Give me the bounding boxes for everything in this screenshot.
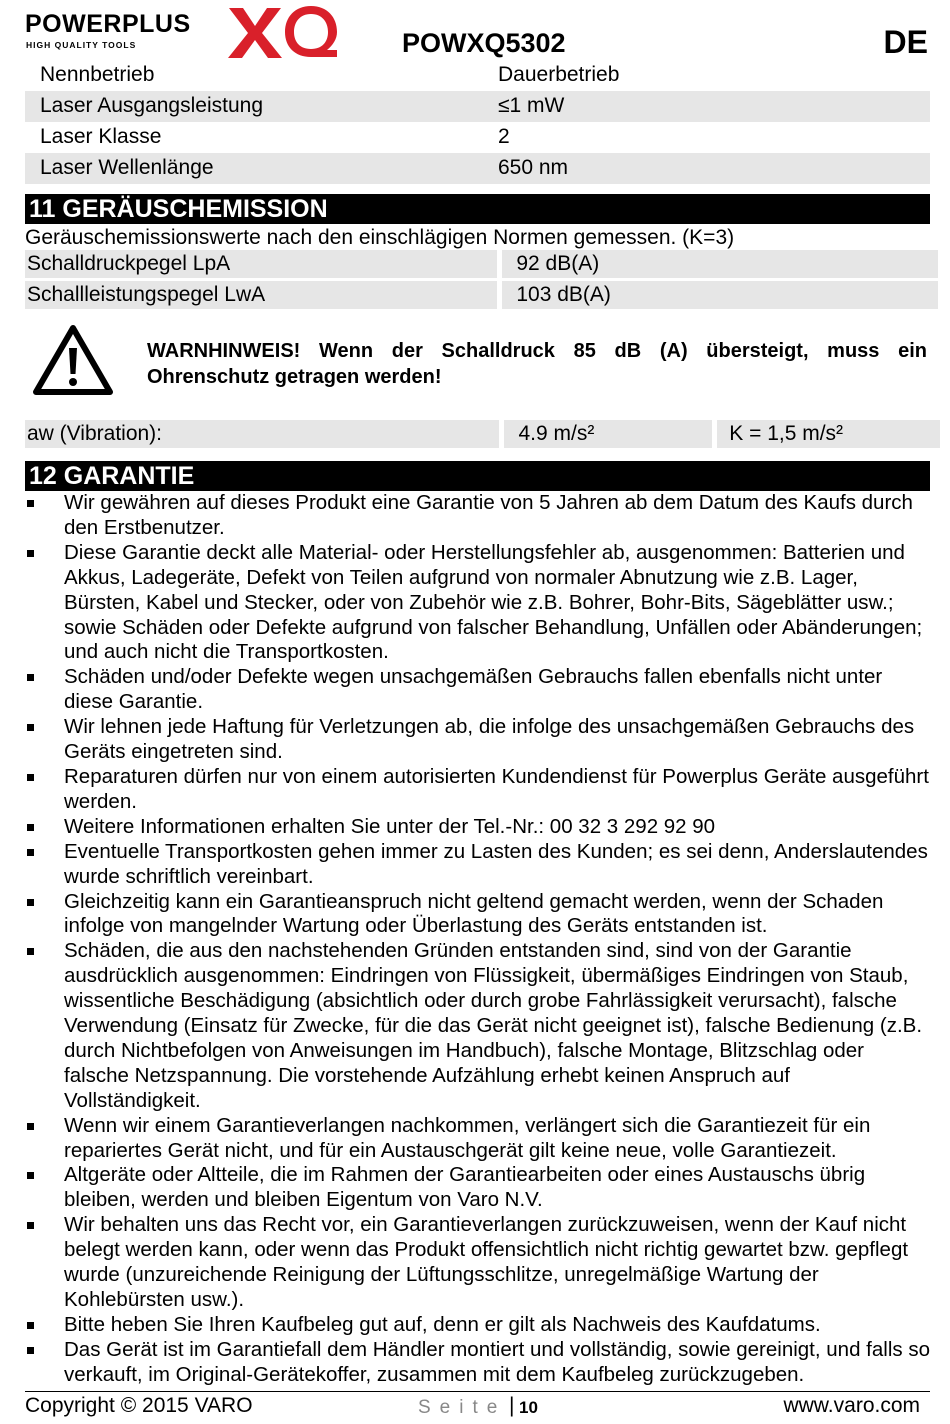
bullet-icon	[27, 774, 34, 781]
logo-wordmark: POWERPLUS	[25, 10, 191, 38]
bullet-icon	[27, 500, 34, 507]
noise-warning: WARNHINWEIS! Wenn der Schalldruck 85 dB (A) übersteigt, muss ein Ohrenschutz getragen werden!	[147, 340, 927, 388]
vibration-value: 4.9 m/s²	[504, 420, 712, 448]
list-item	[25, 491, 930, 541]
list-item-text: Bitte heben Sie Ihren Kaufbeleg gut auf, denn er gilt als Nachweis des Kaufdatums.	[64, 1312, 821, 1336]
list-item-text: Wir lehnen jede Haftung für Verletzungen ab, die infolge des unsachgemäßen Gebrauchs des Geräts eingetreten sind.	[64, 715, 915, 764]
list-item	[25, 715, 930, 765]
page-footer	[25, 1393, 930, 1419]
section-title-noise: 11 GERÄUSCHEMISSION	[25, 194, 930, 224]
list-item	[25, 815, 930, 840]
logo-xq-mark	[225, 2, 340, 60]
noise-value: 103 dB(A)	[502, 281, 938, 309]
bullet-icon	[27, 724, 34, 731]
list-item-text: Das Gerät ist im Garantiefall dem Händler montiert und vollständig, sowie gereinigt, und falls so verkauft, im Original-Gerätekoffer, zusammen mit dem Kaufbeleg zurückzugeben.	[64, 1337, 930, 1386]
bullet-icon	[27, 824, 34, 831]
spec-row	[25, 60, 930, 91]
noise-note: Geräuschemissionswerte nach den einschlägigen Normen gemessen. (K=3)	[25, 226, 735, 249]
logo-tagline: HIGH QUALITY TOOLS	[26, 40, 137, 50]
vibration-uncertainty: K = 1,5 m/s²	[717, 420, 940, 448]
spec-label: Laser Ausgangsleistung	[25, 91, 483, 122]
bullet-icon	[27, 1172, 34, 1179]
list-item	[25, 765, 930, 815]
list-item	[25, 1163, 930, 1213]
bullet-icon	[27, 1222, 34, 1229]
warning-triangle-icon	[32, 324, 114, 396]
spec-row	[25, 153, 930, 184]
spec-label: Laser Wellenlänge	[25, 153, 483, 184]
copyright-text: Copyright © 2015 VARO	[25, 1394, 253, 1417]
list-item-text: Schäden, die aus den nachstehenden Gründen entstanden sind, sind von der Garantie ausdrücklich ausgenommen: Eindringen von Flüssigkeit, übermäßiges Eindringen von Staub, wissentliche Beschädigung (absichtlich oder durch grobe Fahrlässigkeit verursacht), falsche Verwendung (Einsatz für Zwecke, für die das Gerät nicht geeignet ist), falsche Bedienung (z.B. durch Nichtbefolgen von Anweisungen im Handbuch), falsche Montage, Blitzschlag oder falsche Netzspannung. Die vorstehende Aufzählung erhebt keinen Anspruch auf Vollständigkeit.	[64, 939, 923, 1112]
bullet-icon	[27, 1322, 34, 1329]
list-item-text: Gleichzeitig kann ein Garantieanspruch nicht geltend gemacht werden, wenn der Schaden infolge von mangelnder Wartung oder Überlastung des Geräts entstanden ist.	[64, 889, 884, 938]
spec-value: Dauerbetrieb	[498, 63, 620, 86]
page-separator: |	[509, 1394, 515, 1417]
list-item-text: Wir behalten uns das Recht vor, ein Garantieverlangen zurückzuweisen, wenn der Kauf nicht belegt werden kann, oder wenn das Produkt offensichtlich nicht richtig gewartet bzw. gepflegt wurde (unzureichende Reinigung der Lüftungsschlitze, unregelmäßige Wartung der Kohlebürsten usw.).	[64, 1213, 909, 1311]
bullet-icon	[27, 1347, 34, 1354]
list-item	[25, 939, 930, 1113]
list-item	[25, 1114, 930, 1164]
spec-value: 650 nm	[483, 153, 930, 184]
spec-row	[25, 122, 930, 153]
spec-label: Nennbetrieb	[40, 63, 155, 86]
footer-divider	[25, 1391, 930, 1392]
list-item	[25, 890, 930, 940]
list-item-text: Wir gewähren auf dieses Produkt eine Garantie von 5 Jahren ab dem Datum des Kaufs durch den Erstbenutzer.	[64, 491, 913, 539]
vibration-row	[25, 420, 940, 448]
laser-spec-table	[25, 60, 930, 184]
language-code: DE	[883, 24, 928, 60]
bullet-icon	[27, 948, 34, 955]
list-item	[25, 1313, 930, 1338]
noise-row	[25, 281, 938, 309]
list-item-text: Reparaturen dürfen nur von einem autorisierten Kundendienst für Powerplus Geräte ausgeführt werden.	[64, 764, 929, 813]
spec-value: 2	[498, 125, 510, 148]
powerplus-logo	[25, 4, 325, 56]
guarantee-list	[25, 491, 930, 1388]
list-item	[25, 541, 930, 666]
list-item	[25, 1213, 930, 1313]
noise-label: Schalldruckpegel LpA	[25, 250, 497, 278]
bullet-icon	[27, 550, 34, 557]
vibration-label: aw (Vibration):	[25, 420, 499, 448]
bullet-icon	[27, 899, 34, 906]
bullet-icon	[27, 674, 34, 681]
section-title-guarantee: 12 GARANTIE	[25, 461, 930, 491]
noise-row	[25, 250, 938, 278]
page-number: 10	[519, 1398, 538, 1417]
list-item	[25, 840, 930, 890]
list-item-text: Wenn wir einem Garantieverlangen nachkommen, verlängert sich die Garantiezeit für ein repariertes Gerät nicht, und für ein Austauschgerät gilt keine neue, volle Garantiezeit.	[64, 1113, 871, 1162]
list-item	[25, 1338, 930, 1388]
page-header	[0, 0, 950, 60]
noise-label: Schallleistungspegel LwA	[25, 281, 497, 309]
spec-label: Laser Klasse	[40, 125, 162, 148]
list-item-text: Weitere Informationen erhalten Sie unter der Tel.-Nr.: 00 32 3 292 92 90	[64, 814, 716, 838]
list-item-text: Eventuelle Transportkosten gehen immer zu Lasten des Kunden; es sei denn, Anderslautendes wurde schriftlich vereinbart.	[64, 839, 928, 888]
bullet-icon	[27, 1123, 34, 1130]
model-number: POWXQ5302	[402, 28, 566, 58]
bullet-icon	[27, 849, 34, 856]
noise-value: 92 dB(A)	[502, 250, 938, 278]
page-label: Seite	[418, 1397, 507, 1418]
spec-row	[25, 91, 930, 122]
list-item-text: Diese Garantie deckt alle Material- oder Herstellungsfehler ab, ausgenommen: Batterien und Akkus, Ladegeräte, Defekt von Teilen aufgrund von normaler Abnutzung wie z.B. Lager, Bürsten, Kabel und Stecker, oder von Zubehör wie z.B. Bohrer, Bohr-Bits, Sägeblätter usw.; sowie Schäden oder Defekte aufgrund von falscher Behandlung, Unfällen oder Abänderungen; und auch nicht die Transportkosten.	[64, 540, 923, 664]
spec-value: ≤1 mW	[483, 91, 930, 122]
footer-url: www.varo.com	[783, 1394, 920, 1417]
list-item-text: Schäden und/oder Defekte wegen unsachgemäßen Gebrauchs fallen ebenfalls nicht unter diese Garantie.	[64, 665, 883, 714]
list-item	[25, 665, 930, 715]
list-item-text: Altgeräte oder Altteile, die im Rahmen der Garantiearbeiten oder eines Austauschs übrig bleiben, werden und bleiben Eigentum von Varo N.V.	[64, 1163, 866, 1212]
